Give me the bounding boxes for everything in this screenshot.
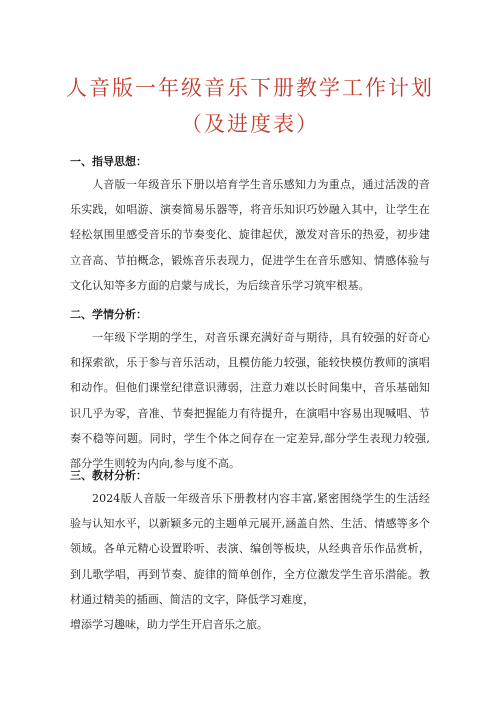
document-subtitle: （及进度表） xyxy=(181,112,319,136)
document-title: 人音版一年级音乐下册教学工作计划 xyxy=(66,76,434,100)
section-textbook-analysis xyxy=(70,466,430,637)
section-paragraph: 2024版人音版一年级音乐下册教材内容丰富,紧密围绕学生的生活经验与认知水平，以新颖多元的主题单元展开,涵盖自然、生活、情感等多个领域。各单元精心设置聆听、表演、编创等板块，从经典音乐作品赏析，到儿歌学唱，再到节奏、旋律的简单创作，全方位激发学生音乐潜能。教材通过精美的插画、简洁的文字，降低学习难度， xyxy=(70,492,430,606)
section-heading: 一、指导思想： xyxy=(70,155,147,168)
section-guiding-thought xyxy=(70,152,430,298)
section-paragraph: 人音版一年级音乐下册以培育学生音乐感知力为重点，通过活泼的音乐实践，如唱游、演奏简易乐器等，将音乐知识巧妙融入其中，让学生在轻松氛围里感受音乐的节奏变化、旋律起伏，激发对音乐的热爱，初步建立音高、节拍概念，锻炼音乐表现力，促进学生在音乐感知、情感体验与文化认知等多方面的启蒙与成长，为后续音乐学习筑牢根基。 xyxy=(70,178,430,292)
section-paragraph-tail: 增添学习趣味，助力学生开启音乐之旅。 xyxy=(70,618,268,632)
section-heading: 三、教材分析： xyxy=(70,469,147,482)
section-heading: 二、学情分析： xyxy=(70,308,147,321)
section-student-analysis xyxy=(70,305,430,476)
section-paragraph: 一年级下学期的学生，对音乐课充满好奇与期待，具有较强的好奇心和探索欲，乐于参与音乐活动，且模仿能力较强，能较快模仿教师的演唱和动作。但他们课堂纪律意识薄弱，注意力难以长时间集中，音乐基础知识几乎为零，音准、节奏把握能力有待提升，在演唱中容易出现喊唱、节奏不稳等问题。同时，学生个体之间存在一定差异,部分学生表现力较强,部分学生则较为内向,参与度不高。 xyxy=(70,331,430,471)
